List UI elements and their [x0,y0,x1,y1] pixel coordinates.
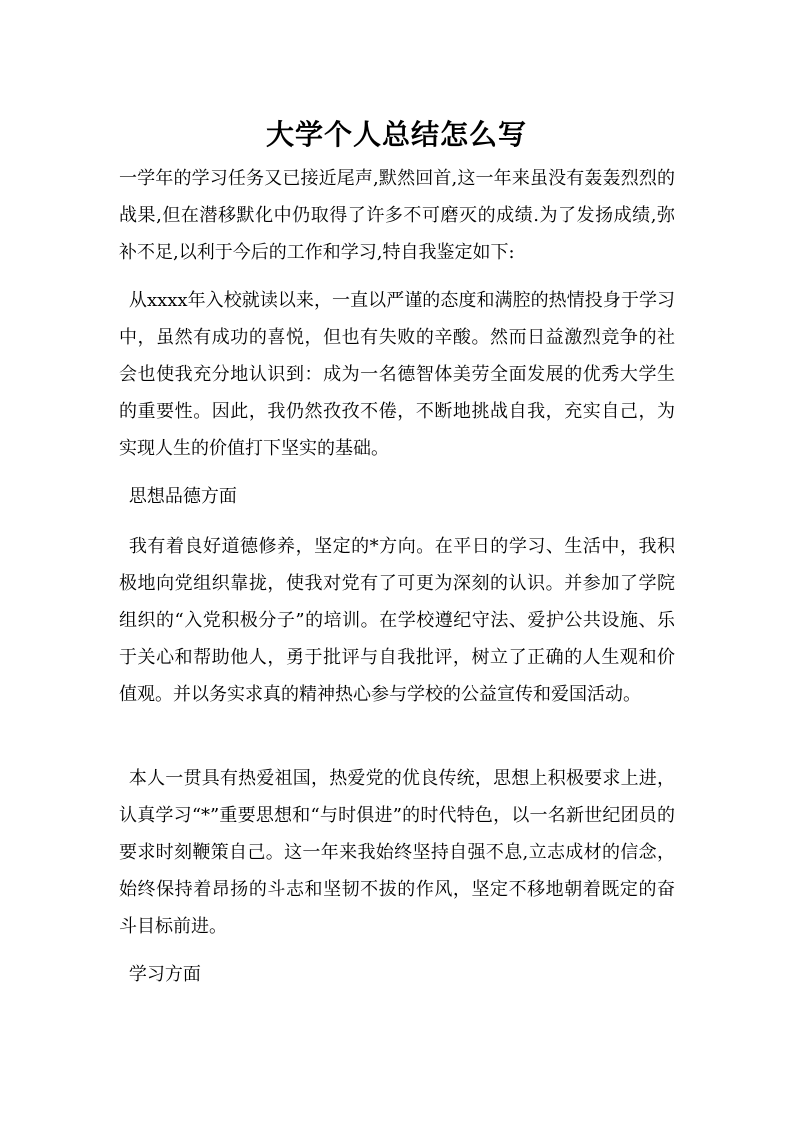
moral-paragraph: 我有着良好道德修养，坚定的*方向。在平日的学习、生活中，我积极地向党组织靠拢，使我对党有了可更为深刻的认识。并参加了学院组织的“入党积极分子”的培训。在学校遵纪守法、爱护公共设施、乐于关心和帮助他人，勇于批评与自我批评，树立了正确的人生观和价值观。并以务实求真的精神热心参与学校的公益宣传和爱国活动。 [119,536,675,705]
patriotism-paragraph: 本人一贯具有热爱祖国，热爱党的优良传统，思想上积极要求上进，认真学习“*”重要思想和“与时俱进”的时代特色，以一名新世纪团员的要求时刻鞭策自己。这一年来我始终坚持自强不息,立志成材的信念，始终保持着昂扬的斗志和坚韧不拔的作风，坚定不移地朝着既定的奋斗目标前进。 [119,768,675,937]
intro-paragraph: 一学年的学习任务又已接近尾声,默然回首,这一年来虽没有轰轰烈烈的战果,但在潜移默化中仍取得了许多不可磨灭的成绩.为了发扬成绩,弥补不足,以利于今后的工作和学习,特自我鉴定如下: [119,168,675,263]
section-heading-study: 学习方面 [128,964,201,985]
enrollment-paragraph: 从xxxx年入校就读以来，一直以严谨的态度和满腔的热情投身于学习中，虽然有成功的喜悦，但也有失败的辛酸。然而日益激烈竞争的社会也使我充分地认识到：成为一名德智体美劳全面发展的优秀大学生的重要性。因此，我仍然孜孜不倦，不断地挑战自我，充实自己，为实现人生的价值打下坚实的基础。 [119,290,675,459]
document-title: 大学个人总结怎么写 [265,117,527,151]
section-heading-moral: 思想品德方面 [128,486,237,507]
